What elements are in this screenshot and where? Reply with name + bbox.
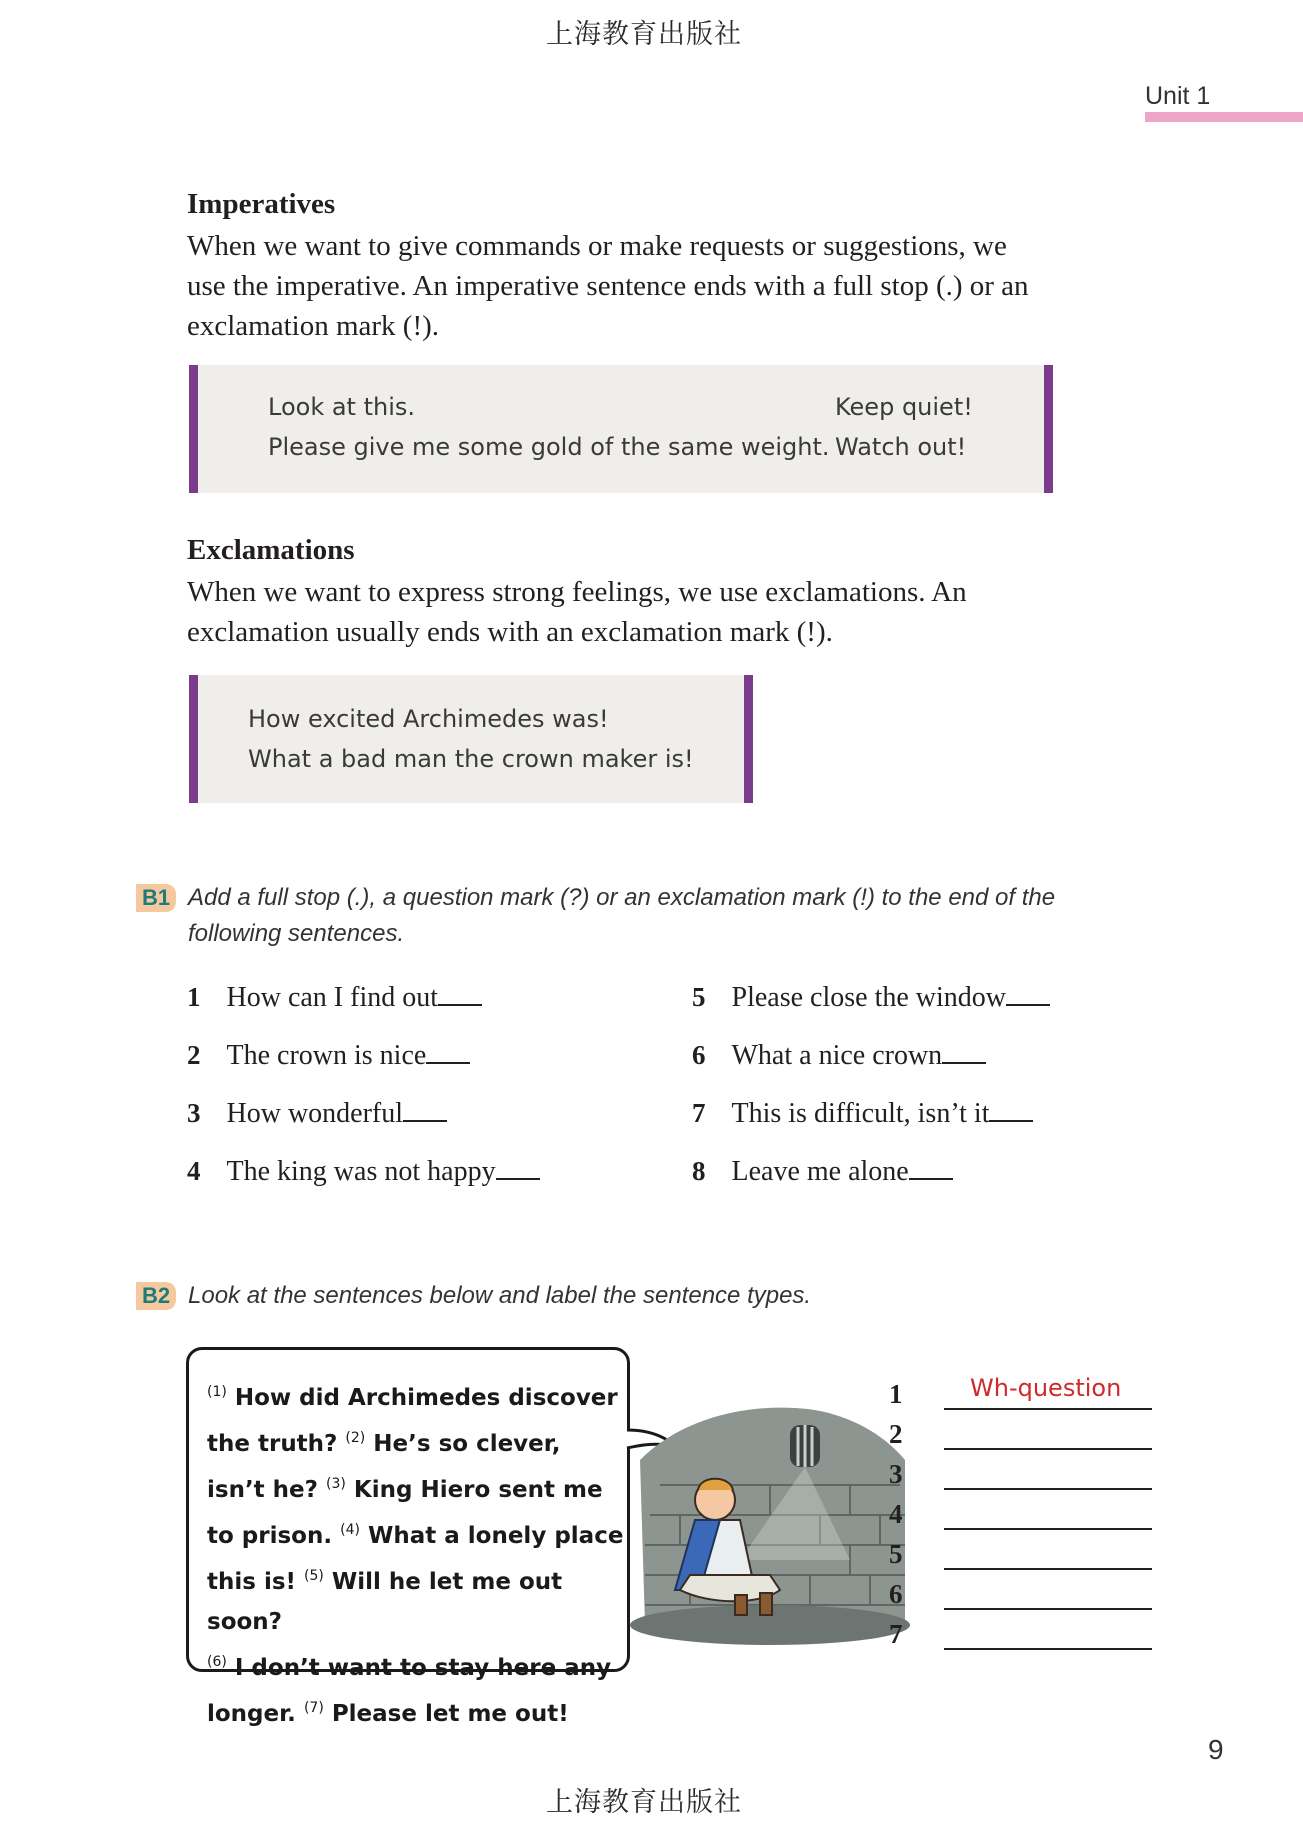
example-sentence: Look at this. <box>268 393 416 421</box>
item-number: 7 <box>692 1098 706 1128</box>
unit-bar <box>1145 112 1303 122</box>
answer-line[interactable] <box>944 1528 1152 1530</box>
answer-line[interactable] <box>944 1568 1152 1570</box>
sentence-marker: (6) <box>207 1654 227 1670</box>
sentence-text: to prison. <box>207 1523 333 1549</box>
sentence-marker: (1) <box>207 1384 227 1400</box>
sentence-text: How did Archimedes discover <box>234 1385 618 1411</box>
example-sentence: Watch out! <box>835 433 967 461</box>
sentence-text: this is! <box>207 1569 297 1595</box>
item-text: What a nice crown <box>731 1040 943 1071</box>
answer-blank[interactable] <box>989 1119 1033 1122</box>
archimedes-prison-illustration <box>620 1390 920 1650</box>
b1-item-7 <box>692 1098 1172 1130</box>
page-number: 9 <box>1208 1734 1224 1765</box>
paragraph-line: exclamation mark (!). <box>187 310 440 342</box>
item-text: This is difficult, isn’t it <box>731 1098 990 1129</box>
speech-bubble <box>186 1347 630 1727</box>
b1-item-6 <box>692 1040 1172 1072</box>
sentence-marker: (4) <box>340 1522 360 1538</box>
paragraph-line: use the imperative. An imperative sentence ends with a full stop (.) or an <box>187 270 1029 302</box>
sentence-text: Please let me out! <box>331 1701 569 1727</box>
publisher-footer: 上海教育出版社 <box>546 1787 742 1818</box>
b1-instruction <box>188 880 1055 952</box>
answer-number: 3 <box>889 1459 903 1489</box>
answer-line[interactable] <box>944 1448 1152 1450</box>
answer-number: 5 <box>889 1539 903 1569</box>
publisher-header: 上海教育出版社 <box>546 19 742 50</box>
answer-line[interactable] <box>944 1408 1152 1410</box>
item-number: 4 <box>187 1156 201 1186</box>
sentence-text: isn’t he? <box>207 1477 319 1503</box>
paragraph-line: When we want to give commands or make requests or suggestions, we <box>187 230 1007 262</box>
sentence-marker: (2) <box>345 1430 366 1446</box>
paragraph-line: exclamation usually ends with an exclamation mark (!). <box>187 616 833 648</box>
example-sentence: What a bad man the crown maker is! <box>248 745 694 773</box>
exclamations-paragraph <box>187 572 967 652</box>
sentence-text: Will he let me out soon? <box>207 1569 563 1635</box>
sentence-text: What a lonely place <box>367 1523 624 1549</box>
exercise-badge-b2: B2 <box>136 1282 176 1310</box>
answer-line[interactable] <box>944 1648 1152 1650</box>
sentence-marker: (7) <box>303 1700 324 1716</box>
imperatives-paragraph <box>187 226 1029 346</box>
item-text: How wonderful <box>226 1098 404 1129</box>
sentence-text: longer. <box>207 1701 296 1727</box>
exclamations-heading: Exclamations <box>187 534 355 566</box>
item-number: 5 <box>692 982 706 1012</box>
b1-item-8 <box>692 1156 1172 1188</box>
answer-blank[interactable] <box>909 1177 953 1180</box>
answer-line[interactable] <box>944 1608 1152 1610</box>
instruction-line: following sentences. <box>188 920 405 947</box>
answer-blank[interactable] <box>1006 1003 1050 1006</box>
answer-blank[interactable] <box>403 1119 447 1122</box>
item-text: Please close the window <box>731 982 1006 1013</box>
imperatives-heading: Imperatives <box>187 188 336 220</box>
answer-number: 1 <box>889 1379 903 1409</box>
unit-label: Unit 1 <box>1145 82 1211 110</box>
answer-blank[interactable] <box>438 1003 482 1006</box>
item-number: 6 <box>692 1040 706 1070</box>
item-number: 2 <box>187 1040 201 1070</box>
example-sentence: Keep quiet! <box>835 393 973 421</box>
sentence-marker: (5) <box>304 1568 324 1584</box>
answer-blank[interactable] <box>942 1061 986 1064</box>
sentence-text: King Hiero sent me <box>353 1477 603 1503</box>
exercise-badge-b1: B1 <box>136 884 176 912</box>
example-column-left <box>268 387 830 467</box>
answer-blank[interactable] <box>426 1061 470 1064</box>
item-text: How can I find out <box>226 982 439 1013</box>
example-column-right <box>835 387 973 467</box>
item-text: Leave me alone <box>731 1156 909 1187</box>
item-text: The king was not happy <box>226 1156 496 1187</box>
answer-line[interactable] <box>944 1488 1152 1490</box>
answer-blank[interactable] <box>496 1177 540 1180</box>
sentence-text: He’s so clever, <box>373 1431 561 1457</box>
example-column <box>248 699 694 779</box>
answer-number: 6 <box>889 1579 903 1609</box>
answer-number: 2 <box>889 1419 903 1449</box>
b1-item-4 <box>187 1156 607 1188</box>
example-sentence: Please give me some gold of the same weight. <box>268 433 830 461</box>
paragraph-line: When we want to express strong feelings, we use exclamations. An <box>187 576 967 608</box>
item-number: 3 <box>187 1098 201 1128</box>
b2-instruction: Look at the sentences below and label the sentence types. <box>188 1282 812 1309</box>
item-text: The crown is nice <box>226 1040 427 1071</box>
b1-item-3 <box>187 1098 607 1130</box>
example-sentence: How excited Archimedes was! <box>248 705 609 733</box>
sentence-marker: (3) <box>326 1476 346 1492</box>
instruction-line: Add a full stop (.), a question mark (?) or an exclamation mark (!) to the end of the <box>188 884 1056 911</box>
answer-number: 4 <box>889 1499 903 1529</box>
b1-item-1 <box>187 982 607 1014</box>
item-number: 8 <box>692 1156 706 1186</box>
exclamations-example-box <box>189 675 753 803</box>
b1-item-5 <box>692 982 1172 1014</box>
answer-text: Wh-question <box>970 1374 1122 1402</box>
sentence-text: the truth? <box>207 1431 338 1457</box>
imperatives-example-box <box>189 365 1053 493</box>
sentence-text: I don’t want to stay here any <box>234 1655 612 1681</box>
speech-text <box>207 1372 627 1734</box>
answer-number: 7 <box>889 1619 903 1649</box>
item-number: 1 <box>187 982 201 1012</box>
b1-item-2 <box>187 1040 607 1072</box>
